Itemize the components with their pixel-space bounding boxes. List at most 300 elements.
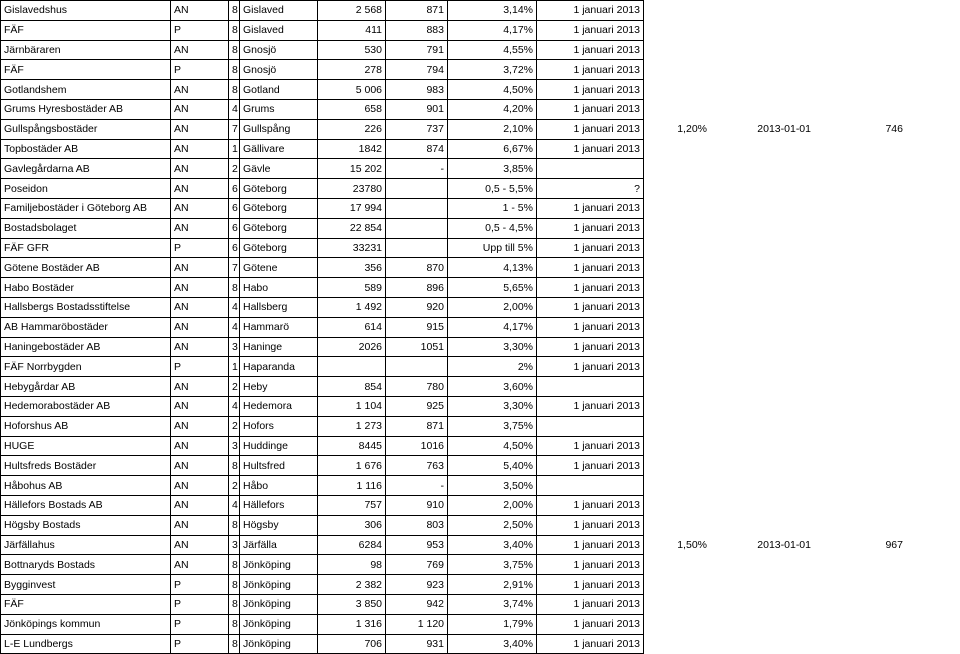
cell-municipality: Göteborg xyxy=(240,198,318,218)
table-row xyxy=(1,476,960,496)
cell-owner-type: P xyxy=(171,60,229,80)
cell-region-code: 1 xyxy=(229,139,240,159)
cell-increase: 1,79% xyxy=(448,614,537,634)
cell-extra xyxy=(644,159,960,179)
cell-apartments: 589 xyxy=(318,278,386,298)
cell-rent-level: 942 xyxy=(386,594,448,614)
cell-rent-level: 791 xyxy=(386,40,448,60)
cell-date: 1 januari 2013 xyxy=(537,436,644,456)
cell-apartments: 757 xyxy=(318,495,386,515)
cell-rent-level: 803 xyxy=(386,515,448,535)
cell-company: Hällefors Bostads AB xyxy=(1,495,171,515)
cell-apartments: 530 xyxy=(318,40,386,60)
cell-extra xyxy=(644,377,960,397)
cell-increase: 4,20% xyxy=(448,99,537,119)
cell-increase: 3,75% xyxy=(448,555,537,575)
table-row xyxy=(1,555,960,575)
cell-owner-type: AN xyxy=(171,555,229,575)
cell-company: L-E Lundbergs xyxy=(1,634,171,654)
cell-owner-type: AN xyxy=(171,198,229,218)
cell-company: Gotlandshem xyxy=(1,80,171,100)
cell-municipality: Gullspång xyxy=(240,119,318,139)
cell-extra xyxy=(644,80,960,100)
cell-region-code: 8 xyxy=(229,278,240,298)
cell-increase: 2,50% xyxy=(448,515,537,535)
cell-date-2: 2013-01-01 xyxy=(757,538,811,551)
cell-rent-level: 871 xyxy=(386,416,448,436)
cell-owner-type: AN xyxy=(171,495,229,515)
cell-date: 1 januari 2013 xyxy=(537,495,644,515)
cell-rent-level: 983 xyxy=(386,80,448,100)
cell-region-code: 8 xyxy=(229,634,240,654)
cell-date: 1 januari 2013 xyxy=(537,357,644,377)
table-row xyxy=(1,436,960,456)
cell-region-code: 8 xyxy=(229,80,240,100)
cell-apartments: 1842 xyxy=(318,139,386,159)
cell-municipality: Gislaved xyxy=(240,20,318,40)
cell-date: 1 januari 2013 xyxy=(537,614,644,634)
cell-municipality: Habo xyxy=(240,278,318,298)
cell-company: Hedemorabostäder AB xyxy=(1,396,171,416)
cell-company: Hebygårdar AB xyxy=(1,377,171,397)
cell-rent-level: 871 xyxy=(386,1,448,21)
cell-apartments: 2 382 xyxy=(318,575,386,595)
cell-company: Järfällahus xyxy=(1,535,171,555)
table-row xyxy=(1,357,960,377)
cell-apartments: 3 850 xyxy=(318,594,386,614)
cell-date xyxy=(537,416,644,436)
cell-date: 1 januari 2013 xyxy=(537,99,644,119)
cell-increase: 6,67% xyxy=(448,139,537,159)
cell-extra xyxy=(644,278,960,298)
cell-rent-level xyxy=(386,218,448,238)
cell-owner-type: AN xyxy=(171,139,229,159)
cell-owner-type: P xyxy=(171,357,229,377)
cell-rent-level xyxy=(386,198,448,218)
cell-rent-level: - xyxy=(386,159,448,179)
cell-company: AB Hammaröbostäder xyxy=(1,317,171,337)
cell-region-code: 4 xyxy=(229,495,240,515)
cell-owner-type: AN xyxy=(171,317,229,337)
table-row xyxy=(1,20,960,40)
cell-municipality: Göteborg xyxy=(240,218,318,238)
cell-extra xyxy=(644,99,960,119)
cell-municipality: Högsby xyxy=(240,515,318,535)
cell-apartments: 2 568 xyxy=(318,1,386,21)
cell-date: 1 januari 2013 xyxy=(537,317,644,337)
cell-owner-type: AN xyxy=(171,258,229,278)
cell-date: 1 januari 2013 xyxy=(537,456,644,476)
cell-extra xyxy=(644,495,960,515)
table-row xyxy=(1,40,960,60)
cell-region-code: 6 xyxy=(229,218,240,238)
cell-owner-type: AN xyxy=(171,337,229,357)
cell-increase: 3,40% xyxy=(448,535,537,555)
cell-municipality: Huddinge xyxy=(240,436,318,456)
cell-region-code: 1 xyxy=(229,357,240,377)
table-row xyxy=(1,297,960,317)
cell-increase: 1 - 5% xyxy=(448,198,537,218)
cell-increase: 2,00% xyxy=(448,495,537,515)
cell-date: 1 januari 2013 xyxy=(537,258,644,278)
cell-increase: 0,5 - 4,5% xyxy=(448,218,537,238)
cell-rent-level-2: 746 xyxy=(885,123,903,136)
table-row xyxy=(1,575,960,595)
cell-owner-type: P xyxy=(171,634,229,654)
cell-increase: 3,72% xyxy=(448,60,537,80)
cell-region-code: 6 xyxy=(229,238,240,258)
cell-municipality: Gällivare xyxy=(240,139,318,159)
cell-date: 1 januari 2013 xyxy=(537,40,644,60)
cell-increase: 3,30% xyxy=(448,337,537,357)
cell-increase: 4,17% xyxy=(448,20,537,40)
cell-region-code: 7 xyxy=(229,258,240,278)
cell-company: FÄF xyxy=(1,594,171,614)
table-row xyxy=(1,99,960,119)
cell-rent-level: 883 xyxy=(386,20,448,40)
cell-increase: 3,75% xyxy=(448,416,537,436)
cell-municipality: Heby xyxy=(240,377,318,397)
cell-rent-level: 874 xyxy=(386,139,448,159)
cell-increase: 4,55% xyxy=(448,40,537,60)
cell-date xyxy=(537,476,644,496)
cell-date: 1 januari 2013 xyxy=(537,555,644,575)
cell-company: Grums Hyresbostäder AB xyxy=(1,99,171,119)
cell-extra xyxy=(644,297,960,317)
cell-date: 1 januari 2013 xyxy=(537,1,644,21)
cell-date: 1 januari 2013 xyxy=(537,337,644,357)
cell-owner-type: AN xyxy=(171,456,229,476)
table-row xyxy=(1,159,960,179)
cell-extra xyxy=(644,1,960,21)
cell-increase: 0,5 - 5,5% xyxy=(448,179,537,199)
cell-date: 1 januari 2013 xyxy=(537,634,644,654)
cell-region-code: 8 xyxy=(229,614,240,634)
cell-extra xyxy=(644,238,960,258)
cell-owner-type: AN xyxy=(171,535,229,555)
cell-owner-type: AN xyxy=(171,40,229,60)
cell-region-code: 3 xyxy=(229,337,240,357)
cell-increase: 2,10% xyxy=(448,119,537,139)
table-row xyxy=(1,238,960,258)
cell-region-code: 6 xyxy=(229,198,240,218)
cell-company: Poseidon xyxy=(1,179,171,199)
cell-rent-level: 1 120 xyxy=(386,614,448,634)
cell-apartments: 5 006 xyxy=(318,80,386,100)
cell-company: Topbostäder AB xyxy=(1,139,171,159)
cell-region-code: 8 xyxy=(229,515,240,535)
cell-increase: 3,74% xyxy=(448,594,537,614)
cell-apartments: 23780 xyxy=(318,179,386,199)
cell-increase: 3,40% xyxy=(448,634,537,654)
table-row xyxy=(1,594,960,614)
cell-rent-level: 737 xyxy=(386,119,448,139)
cell-increase: 4,13% xyxy=(448,258,537,278)
cell-date: 1 januari 2013 xyxy=(537,139,644,159)
cell-apartments: 1 116 xyxy=(318,476,386,496)
cell-company: Familjebostäder i Göteborg AB xyxy=(1,198,171,218)
cell-rent-level: 769 xyxy=(386,555,448,575)
cell-apartments: 8445 xyxy=(318,436,386,456)
table-row xyxy=(1,278,960,298)
table-row xyxy=(1,515,960,535)
cell-apartments: 1 104 xyxy=(318,396,386,416)
cell-extra xyxy=(644,218,960,238)
cell-apartments: 33231 xyxy=(318,238,386,258)
cell-extra xyxy=(644,337,960,357)
cell-apartments: 356 xyxy=(318,258,386,278)
cell-company: Gislavedshus xyxy=(1,1,171,21)
cell-apartments: 1 492 xyxy=(318,297,386,317)
cell-extra xyxy=(644,60,960,80)
cell-owner-type: AN xyxy=(171,119,229,139)
cell-extra xyxy=(644,20,960,40)
cell-apartments: 15 202 xyxy=(318,159,386,179)
cell-extra xyxy=(644,139,960,159)
cell-rent-level: 953 xyxy=(386,535,448,555)
table-row xyxy=(1,119,960,139)
table-row xyxy=(1,535,960,555)
cell-owner-type: P xyxy=(171,238,229,258)
table-row xyxy=(1,80,960,100)
cell-date: 1 januari 2013 xyxy=(537,575,644,595)
cell-municipality: Jönköping xyxy=(240,594,318,614)
cell-rent-level-2: 967 xyxy=(885,538,903,551)
cell-apartments: 658 xyxy=(318,99,386,119)
cell-date: ? xyxy=(537,179,644,199)
cell-date: 1 januari 2013 xyxy=(537,80,644,100)
cell-municipality: Grums xyxy=(240,99,318,119)
cell-extra xyxy=(644,357,960,377)
cell-apartments: 411 xyxy=(318,20,386,40)
cell-owner-type: P xyxy=(171,575,229,595)
cell-owner-type: P xyxy=(171,594,229,614)
cell-apartments: 1 316 xyxy=(318,614,386,634)
cell-municipality: Gnosjö xyxy=(240,40,318,60)
cell-municipality: Gnosjö xyxy=(240,60,318,80)
cell-owner-type: AN xyxy=(171,436,229,456)
cell-rent-level: 925 xyxy=(386,396,448,416)
cell-municipality: Järfälla xyxy=(240,535,318,555)
cell-region-code: 2 xyxy=(229,476,240,496)
cell-owner-type: AN xyxy=(171,99,229,119)
cell-increase: 3,60% xyxy=(448,377,537,397)
cell-increase: 2% xyxy=(448,357,537,377)
cell-company: Habo Bostäder xyxy=(1,278,171,298)
cell-owner-type: AN xyxy=(171,297,229,317)
cell-company: HUGE xyxy=(1,436,171,456)
cell-region-code: 2 xyxy=(229,159,240,179)
cell-extra xyxy=(644,476,960,496)
cell-rent-level: 915 xyxy=(386,317,448,337)
cell-municipality: Jönköping xyxy=(240,634,318,654)
cell-municipality: Hultsfred xyxy=(240,456,318,476)
cell-owner-type: AN xyxy=(171,476,229,496)
cell-extra xyxy=(644,258,960,278)
cell-company: Högsby Bostads xyxy=(1,515,171,535)
cell-increase: 3,50% xyxy=(448,476,537,496)
cell-rent-level: 763 xyxy=(386,456,448,476)
cell-rent-level: 780 xyxy=(386,377,448,397)
cell-extra xyxy=(644,179,960,199)
cell-apartments: 706 xyxy=(318,634,386,654)
cell-region-code: 4 xyxy=(229,297,240,317)
cell-apartments: 306 xyxy=(318,515,386,535)
cell-municipality: Gislaved xyxy=(240,1,318,21)
cell-owner-type: AN xyxy=(171,416,229,436)
table-row xyxy=(1,139,960,159)
cell-company: Hoforshus AB xyxy=(1,416,171,436)
cell-extra xyxy=(644,119,960,139)
cell-apartments: 226 xyxy=(318,119,386,139)
table-row xyxy=(1,634,960,654)
cell-apartments: 278 xyxy=(318,60,386,80)
cell-municipality: Jönköping xyxy=(240,614,318,634)
cell-region-code: 6 xyxy=(229,179,240,199)
cell-apartments: 1 273 xyxy=(318,416,386,436)
table-row xyxy=(1,317,960,337)
cell-region-code: 7 xyxy=(229,119,240,139)
cell-apartments: 1 676 xyxy=(318,456,386,476)
cell-company: Gavlegårdarna AB xyxy=(1,159,171,179)
cell-region-code: 8 xyxy=(229,555,240,575)
cell-rent-level: 794 xyxy=(386,60,448,80)
cell-region-code: 4 xyxy=(229,99,240,119)
cell-date: 1 januari 2013 xyxy=(537,60,644,80)
cell-increase: 4,50% xyxy=(448,436,537,456)
cell-apartments xyxy=(318,357,386,377)
cell-company: FÄF xyxy=(1,20,171,40)
table-row xyxy=(1,416,960,436)
cell-region-code: 4 xyxy=(229,396,240,416)
cell-region-code: 8 xyxy=(229,594,240,614)
table-row xyxy=(1,377,960,397)
cell-owner-type: AN xyxy=(171,80,229,100)
cell-owner-type: AN xyxy=(171,278,229,298)
cell-extra xyxy=(644,535,960,555)
table-row xyxy=(1,198,960,218)
cell-company: Håbohus AB xyxy=(1,476,171,496)
cell-date: 1 januari 2013 xyxy=(537,218,644,238)
cell-increase: Upp till 5% xyxy=(448,238,537,258)
cell-increase-2: 1,50% xyxy=(677,538,707,551)
cell-increase: 3,85% xyxy=(448,159,537,179)
cell-rent-level xyxy=(386,238,448,258)
cell-municipality: Hedemora xyxy=(240,396,318,416)
cell-date xyxy=(537,377,644,397)
cell-owner-type: P xyxy=(171,20,229,40)
cell-date: 1 januari 2013 xyxy=(537,119,644,139)
cell-region-code: 8 xyxy=(229,20,240,40)
cell-company: Hultsfreds Bostäder xyxy=(1,456,171,476)
cell-increase: 2,00% xyxy=(448,297,537,317)
cell-date: 1 januari 2013 xyxy=(537,278,644,298)
cell-region-code: 8 xyxy=(229,1,240,21)
cell-municipality: Hallsberg xyxy=(240,297,318,317)
table-row xyxy=(1,495,960,515)
cell-extra xyxy=(644,436,960,456)
cell-company: Bygginvest xyxy=(1,575,171,595)
cell-rent-level: - xyxy=(386,476,448,496)
cell-owner-type: AN xyxy=(171,377,229,397)
cell-company: Gullspångsbostäder xyxy=(1,119,171,139)
cell-increase: 5,65% xyxy=(448,278,537,298)
cell-company: Järnbäraren xyxy=(1,40,171,60)
cell-extra xyxy=(644,198,960,218)
cell-company: FÄF GFR xyxy=(1,238,171,258)
cell-rent-level: 910 xyxy=(386,495,448,515)
cell-apartments: 854 xyxy=(318,377,386,397)
cell-owner-type: AN xyxy=(171,159,229,179)
cell-municipality: Håbo xyxy=(240,476,318,496)
cell-extra xyxy=(644,594,960,614)
cell-rent-level: 901 xyxy=(386,99,448,119)
cell-region-code: 3 xyxy=(229,436,240,456)
cell-apartments: 22 854 xyxy=(318,218,386,238)
cell-date: 1 januari 2013 xyxy=(537,297,644,317)
table-row xyxy=(1,396,960,416)
cell-date xyxy=(537,159,644,179)
table-row xyxy=(1,258,960,278)
cell-date: 1 januari 2013 xyxy=(537,198,644,218)
cell-region-code: 8 xyxy=(229,575,240,595)
table-row xyxy=(1,179,960,199)
cell-date: 1 januari 2013 xyxy=(537,20,644,40)
cell-rent-level: 1016 xyxy=(386,436,448,456)
cell-municipality: Hofors xyxy=(240,416,318,436)
cell-extra xyxy=(644,515,960,535)
cell-increase: 4,50% xyxy=(448,80,537,100)
cell-municipality: Göteborg xyxy=(240,179,318,199)
cell-company: Götene Bostäder AB xyxy=(1,258,171,278)
cell-apartments: 98 xyxy=(318,555,386,575)
cell-extra xyxy=(644,416,960,436)
cell-owner-type: AN xyxy=(171,179,229,199)
cell-rent-level: 931 xyxy=(386,634,448,654)
cell-region-code: 8 xyxy=(229,456,240,476)
cell-apartments: 2026 xyxy=(318,337,386,357)
cell-municipality: Hällefors xyxy=(240,495,318,515)
cell-municipality: Göteborg xyxy=(240,238,318,258)
cell-apartments: 614 xyxy=(318,317,386,337)
table-row xyxy=(1,60,960,80)
cell-rent-level: 920 xyxy=(386,297,448,317)
cell-date: 1 januari 2013 xyxy=(537,515,644,535)
table-row xyxy=(1,456,960,476)
cell-region-code: 8 xyxy=(229,60,240,80)
cell-owner-type: AN xyxy=(171,396,229,416)
cell-municipality: Haninge xyxy=(240,337,318,357)
cell-extra xyxy=(644,456,960,476)
cell-owner-type: P xyxy=(171,614,229,634)
table-row xyxy=(1,337,960,357)
cell-municipality: Haparanda xyxy=(240,357,318,377)
cell-owner-type: AN xyxy=(171,1,229,21)
cell-extra xyxy=(644,555,960,575)
cell-rent-level: 1051 xyxy=(386,337,448,357)
table-body xyxy=(1,1,960,654)
cell-rent-level: 896 xyxy=(386,278,448,298)
cell-increase: 2,91% xyxy=(448,575,537,595)
cell-region-code: 4 xyxy=(229,317,240,337)
cell-increase: 3,14% xyxy=(448,1,537,21)
cell-extra xyxy=(644,317,960,337)
cell-region-code: 3 xyxy=(229,535,240,555)
cell-date: 1 januari 2013 xyxy=(537,594,644,614)
cell-company: Haningebostäder AB xyxy=(1,337,171,357)
cell-extra xyxy=(644,40,960,60)
cell-rent-level: 870 xyxy=(386,258,448,278)
